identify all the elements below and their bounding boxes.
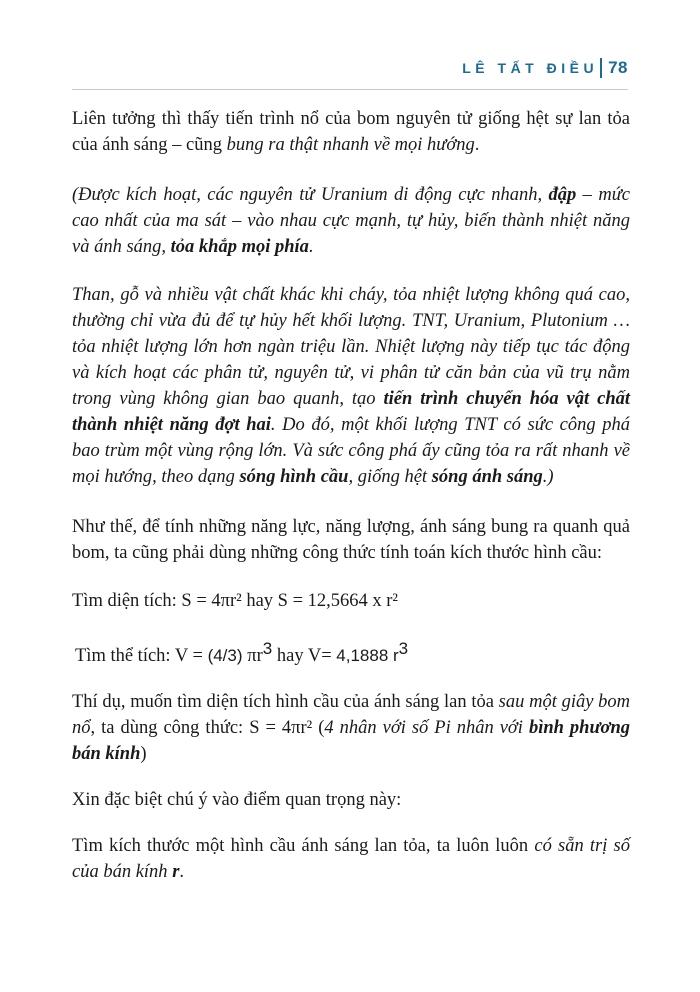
p2-text-a: (Được kích hoạt, các nguyên tử Uranium di động cực nhanh, [72, 185, 549, 205]
p2-text-c: . [308, 237, 314, 257]
vf-fraction: (4/3) [207, 646, 248, 666]
p3-text-c: , giống hệt [348, 467, 432, 487]
paragraph-3 [72, 282, 630, 490]
p3-text-b: . Do đó, một khối lượng TNT có sức công phá bao trùm một vùng rộng lớn. Và sức công phá ấy cũng tỏa ra rất nhanh về mọi hướng, theo dạng [72, 415, 630, 487]
paragraph-6: Xin đặc biệt chú ý vào điểm quan trọng này: [72, 790, 402, 811]
page-body [72, 100, 630, 885]
p5-italic-b: 4 nhân với số Pi nhân với [324, 718, 529, 739]
p3-bold-b: sóng hình cầu [239, 467, 349, 487]
header-author: LÊ TẤT ĐIỀU [462, 60, 599, 76]
vf-exp-a: 3 [262, 639, 273, 658]
p5-bold: bình phương bán kính [72, 718, 631, 765]
p7-italic: có sẵn trị số của bán kính [72, 836, 631, 883]
p7-bold: r [172, 862, 180, 883]
paragraph-2 [72, 182, 630, 260]
volume-formula [72, 636, 630, 669]
vf-text-b: hay V= [272, 646, 337, 667]
p1-text-a: Liên tưởng thì thấy tiến trình nổ của bom nguyên tử giống hệt sự lan tỏa của ánh sáng – cũng [72, 109, 630, 155]
paragraph-7 [72, 833, 630, 885]
p5-italic-a: sau một giây bom nổ [72, 692, 630, 739]
p5-text-b: , ta dùng công thức: S = 4πr² ( [90, 718, 325, 739]
p2-bold-b: tỏa khắp mọi phía [170, 237, 309, 257]
p5-text-c: ) [140, 744, 147, 765]
area-formula: Tìm diện tích: S = 4πr² hay S = 12,5664 x r² [72, 591, 398, 611]
paragraph-5 [72, 689, 630, 767]
p3-text-d: .) [542, 467, 554, 487]
running-header [462, 58, 628, 78]
p1-italic: bung ra thật nhanh về mọi hướng [226, 135, 475, 155]
paragraph-1 [72, 106, 630, 158]
header-rule [72, 89, 628, 90]
p2-bold-a: đập [548, 185, 577, 205]
p3-text-a: Than, gỗ và nhiều vật chất khác khi cháy, tỏa nhiệt lượng không quá cao, thường chỉ vừa đủ để tự hủy hết khối lượng. TNT, Uranium, Plutonium … tỏa nhiệt lượng lớn hơn ngàn triệu lần. Nhiệt lượng này tiếp tục tác động và kích hoạt các phân tử, nguyên tử, vi phân tử căn bản của vũ trụ nằm trong vùng không gian bao quanh, tạo [72, 285, 630, 409]
p2-text-b: – mức cao nhất của ma sát – vào nhau cực mạnh, tự hủy, biến thành nhiệt năng và ánh sáng, [72, 185, 630, 257]
p5-text-a: Thí dụ, muốn tìm diện tích hình cầu của ánh sáng lan tỏa [72, 692, 499, 713]
paragraph-4: Như thế, để tính những năng lực, năng lượng, ánh sáng bung ra quanh quả bom, ta cũng phải dùng những công thức tính toán kích thước hình cầu: [72, 517, 630, 563]
p3-bold-a: tiến trình chuyển hóa vật chất thành nhiệt năng đợt hai [72, 389, 630, 435]
p3-bold-c: sóng ánh sáng [431, 467, 543, 487]
p1-text-b: . [474, 135, 480, 155]
vf-exp-b: 3 [398, 639, 409, 658]
page-number: 78 [608, 58, 628, 77]
header-separator [600, 58, 602, 78]
p7-text-a: Tìm kích thước một hình cầu ánh sáng lan tỏa, ta luôn luôn [72, 836, 535, 857]
vf-pi: πr [247, 646, 263, 667]
p7-text-b: . [179, 862, 185, 883]
vf-text-a: Tìm thể tích: V = [75, 646, 208, 667]
vf-coefficient: 4,1888 r [336, 646, 399, 666]
